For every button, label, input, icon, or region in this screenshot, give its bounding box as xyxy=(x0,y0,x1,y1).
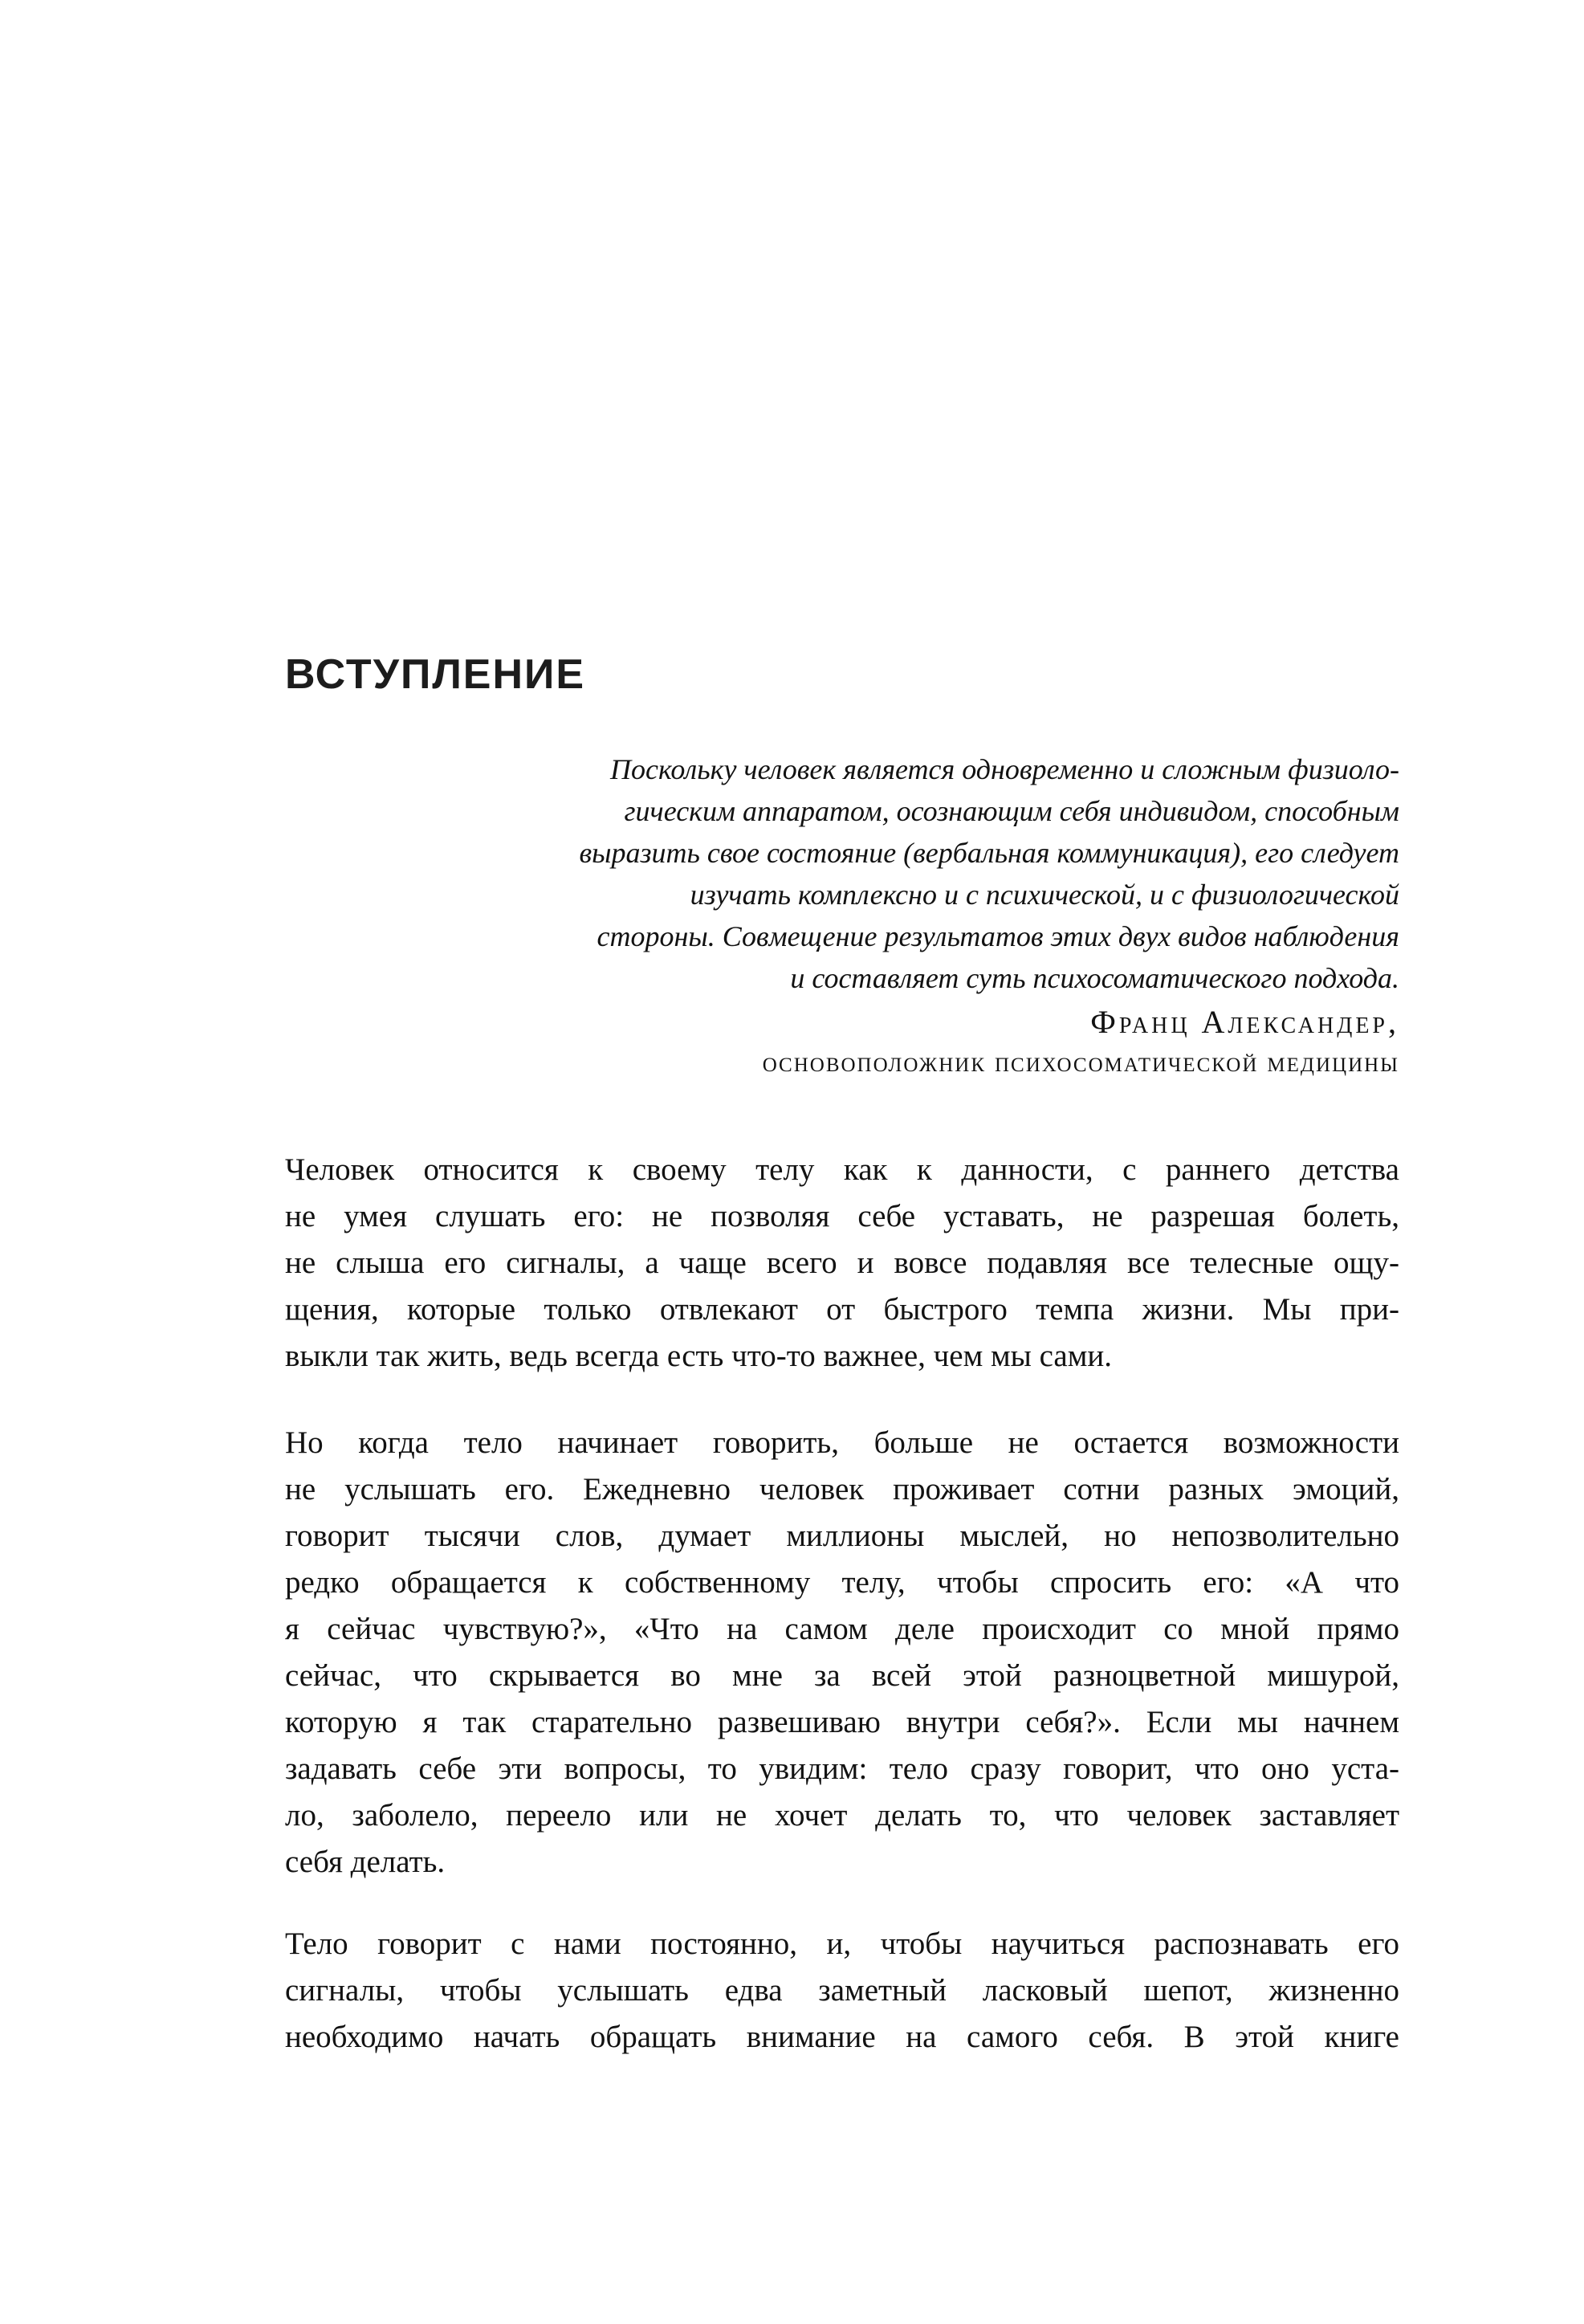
body-paragraph xyxy=(285,1420,1399,1886)
epigraph-line: и составляет суть психосоматического подхода. xyxy=(790,962,1399,994)
paragraph-line: я сейчас чувствую?», «Что на самом деле происходит со мной прямо xyxy=(285,1612,1399,1646)
epigraph-line: изучать комплексно и с психической, и с физиологической xyxy=(690,879,1399,911)
paragraph-line: не слыша его сигналы, а чаще всего и вовсе подавляя все телесные ощу- xyxy=(285,1246,1399,1280)
paragraph-line: щения, которые только отвлекают от быстрого темпа жизни. Мы при- xyxy=(285,1292,1399,1327)
body-text xyxy=(285,1147,1399,2061)
paragraph-line: задавать себе эти вопросы, то увидим: тело сразу говорит, что оно уста- xyxy=(285,1751,1399,1786)
epigraph-line: Поскольку человек является одновременно и сложным физиоло- xyxy=(609,753,1399,785)
paragraph-line: Но когда тело начинает говорить, больше не остается возможности xyxy=(285,1425,1399,1460)
paragraph-line: не умея слушать его: не позволяя себе уставать, не разрешая болеть, xyxy=(285,1199,1399,1233)
epigraph xyxy=(285,748,1399,999)
paragraph-line: которую я так старательно развешиваю внутри себя?». Если мы начнем xyxy=(285,1705,1399,1739)
paragraph-line: не услышать его. Ежедневно человек проживает сотни разных эмоций, xyxy=(285,1472,1399,1507)
epigraph-line: стороны. Совмещение результатов этих двух видов наблюдения xyxy=(597,920,1399,952)
chapter-title: ВСТУПЛЕНИЕ xyxy=(285,651,586,698)
epigraph-author: Франц Александер, xyxy=(1090,1004,1399,1040)
epigraph-author-role: основоположник психосоматической медицины xyxy=(762,1046,1399,1078)
paragraph-line: Человек относится к своему телу как к данности, с раннего детства xyxy=(285,1152,1399,1187)
body-paragraph xyxy=(285,1921,1399,2061)
paragraph-line: редко обращается к собственному телу, чтобы спросить его: «А что xyxy=(285,1565,1399,1600)
epigraph-line: гическим аппаратом, осознающим себя индивидом, способным xyxy=(624,795,1399,827)
epigraph-line: выразить свое состояние (вербальная коммуникация), его следует xyxy=(579,837,1399,869)
paragraph-line: сигналы, чтобы услышать едва заметный ласковый шепот, жизненно xyxy=(285,1973,1399,2008)
text-column xyxy=(285,0,1399,2061)
body-paragraph xyxy=(285,1147,1399,1380)
paragraph-line: выкли так жить, ведь всегда есть что-то важнее, чем мы сами. xyxy=(285,1339,1113,1373)
paragraph-line: сейчас, что скрывается во мне за всей этой разноцветной мишурой, xyxy=(285,1658,1399,1693)
paragraph-line: ло, заболело, переело или не хочет делать то, что человек заставляет xyxy=(285,1798,1399,1833)
paragraph-line: себя делать. xyxy=(285,1845,446,1879)
paragraph-line: Тело говорит с нами постоянно, и, чтобы научиться распознавать его xyxy=(285,1926,1399,1961)
paragraph-line: говорит тысячи слов, думает миллионы мыслей, но непозволительно xyxy=(285,1519,1399,1553)
paragraph-line: необходимо начать обращать внимание на самого себя. В этой книге xyxy=(285,2020,1399,2054)
